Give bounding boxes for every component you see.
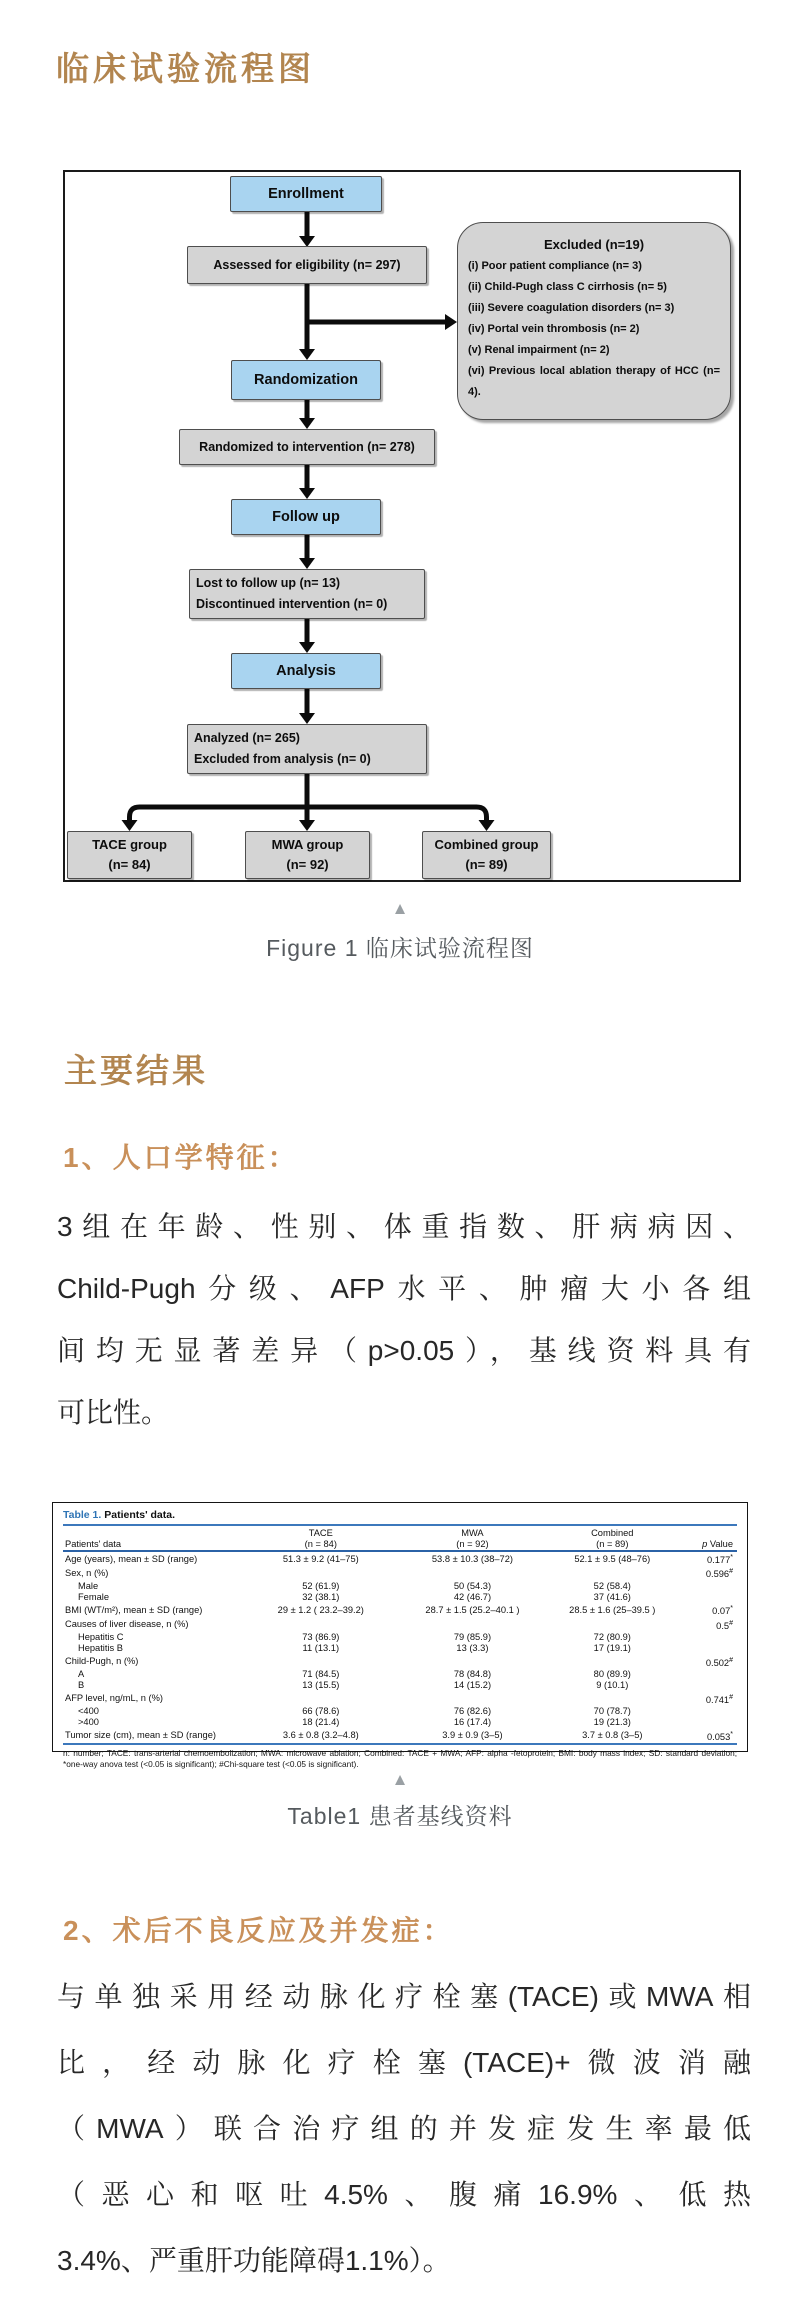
table-row: BMI (WT/m²), mean ± SD (range) 29 ± 1.2 ( 23.2–39.2) 28.7 ± 1.5 (25.2–40.1 ) 28.5 ± 1.6 (25–39.5 ) 0.07* [65, 1604, 733, 1617]
table-row: Age (years), mean ± SD (range) 51.3 ± 9.2 (41–75) 53.8 ± 10.3 (38–72) 52.1 ± 9.5 (48–76) 0.177* [65, 1553, 733, 1566]
excluded-item: (vi) Previous local ablation therapy of HCC (n= 4). [468, 365, 720, 398]
col-header-tace [242, 1526, 400, 1551]
table-row: Causes of liver disease, n (%) 0.5# [65, 1619, 733, 1631]
row-label: A [78, 1669, 85, 1680]
excluded-item: (v) Renal impairment (n= 2) [468, 344, 610, 356]
mwa-line2: (n= 92) [286, 857, 329, 872]
row-label: Age (years), mean ± SD (range) [65, 1553, 198, 1564]
node-excluded [457, 222, 731, 420]
row-label: Causes of liver disease, n (%) [65, 1619, 189, 1630]
up-triangle-icon: ▲ [391, 899, 409, 918]
combined-line1: Combined group [434, 837, 539, 852]
node-randomized: Randomized to intervention (n= 278) [179, 429, 435, 465]
col-header-pvalue [680, 1526, 737, 1551]
row-label: Sex, n (%) [65, 1567, 109, 1578]
analyzed-line2: Excluded from analysis (n= 0) [194, 752, 371, 766]
excluded-item: (iii) Severe coagulation disorders (n= 3) [468, 302, 675, 314]
row-label: Female [78, 1592, 110, 1603]
node-lost-followup [189, 569, 425, 619]
mwa-header-line2: (n = 92) [456, 1538, 489, 1549]
combined-header-line1: Combined [591, 1528, 634, 1538]
paragraph-line: 与单独采用经动脉化疗栓塞(TACE)或MWA相 [57, 1981, 751, 2012]
paragraph-line: 比，经动脉化疗栓塞(TACE)+微波消融 [57, 2047, 751, 2078]
p-italic: p [702, 1538, 708, 1549]
page-title: 临床试验流程图 [56, 52, 315, 88]
paragraph-line: 可比性。 [57, 1397, 170, 1428]
tace-line1: TACE group [92, 837, 167, 852]
paragraph-line: 3组在年龄、性别、体重指数、肝病病因、 [57, 1211, 751, 1242]
table-row: Child-Pugh, n (%) 0.502# [65, 1656, 733, 1668]
lost-line2: Discontinued intervention (n= 0) [196, 597, 388, 611]
section2-paragraph [57, 1964, 751, 2294]
table-title [63, 1509, 737, 1521]
table-title-text: Patients' data. [104, 1509, 176, 1521]
table-row: B 13 (15.5) 14 (15.2) 9 (10.1) [63, 1680, 737, 1691]
table-row: Hepatitis B 11 (13.1) 13 (3.3) 17 (19.1) [63, 1643, 737, 1654]
excluded-item: (iv) Portal vein thrombosis (n= 2) [468, 323, 640, 335]
node-mwa-group [245, 831, 370, 879]
figure-caption: Figure 1 临床试验流程图 [266, 935, 534, 961]
node-analyzed [187, 724, 427, 774]
node-assessed: Assessed for eligibility (n= 297) [187, 246, 427, 284]
row-label: B [78, 1680, 85, 1691]
table-row: AFP level, ng/mL, n (%) 0.741# [65, 1693, 733, 1705]
tace-header-line1: TACE [308, 1528, 333, 1538]
analyzed-line1: Analyzed (n= 265) [194, 731, 300, 745]
table-row: Male 52 (61.9) 50 (54.3) 52 (58.4) [63, 1581, 737, 1592]
node-randomization: Randomization [231, 360, 381, 400]
node-analysis: Analysis [231, 653, 381, 689]
up-triangle-icon: ▲ [391, 1770, 409, 1789]
node-combined-group [422, 831, 551, 879]
table-title-label: Table 1. [63, 1509, 102, 1521]
section1-heading: 1、人口学特征： [63, 1142, 299, 1173]
excluded-title: Excluded (n=19) [543, 237, 645, 252]
table-header [63, 1526, 737, 1551]
paragraph-line: 3.4%、严重肝功能障碍1.1%）。 [57, 2245, 451, 2276]
node-tace-group [67, 831, 192, 879]
table-caption: Table1 患者基线资料 [287, 1803, 513, 1829]
table-row: Sex, n (%) 0.596# [65, 1567, 733, 1580]
row-label: Child-Pugh, n (%) [65, 1656, 139, 1667]
excluded-item: (ii) Child-Pugh class C cirrhosis (n= 5) [468, 281, 667, 293]
p-value-word: Value [709, 1538, 733, 1549]
row-label: AFP level, ng/mL, n (%) [65, 1693, 163, 1704]
col-header-combined [545, 1526, 680, 1551]
section2-heading: 2、术后不良反应及并发症： [63, 1915, 454, 1946]
row-label: Tumor size (cm), mean ± SD (range) [65, 1730, 216, 1741]
table-row: A 71 (84.5) 78 (84.8) 80 (89.9) [63, 1669, 737, 1680]
flowchart-panel [63, 170, 741, 882]
table-row: Tumor size (cm), mean ± SD (range) 3.6 ± 0.8 (3.2–4.8) 3.9 ± 0.9 (3–5) 3.7 ± 0.8 (3–5) 0.053* [65, 1730, 733, 1742]
paragraph-line: Child-Pugh分级、AFP水平、肿瘤大小各组 [57, 1273, 751, 1304]
table-footnote: n: number; TACE: trans-arterial chemoembolization; MWA: microwave ablation; Combined: TACE + MWA; AFP: alpha -fetoprotein; BMI: body mass index; SD: standard deviation; *one-way anova test (<0.05 is significant); #Chi-square test (<0.05 is significant). [63, 1743, 737, 1770]
paragraph-line: （恶心和呕吐4.5%、腹痛16.9%、低热 [57, 2179, 751, 2210]
mwa-header-line1: MWA [461, 1528, 484, 1538]
mwa-line1: MWA group [271, 837, 344, 852]
table-row: <400 66 (78.6) 76 (82.6) 70 (78.7) [63, 1706, 737, 1717]
lost-line1: Lost to follow up (n= 13) [196, 576, 341, 590]
row-label: >400 [78, 1717, 99, 1728]
combined-line2: (n= 89) [465, 857, 508, 872]
excluded-item: (i) Poor patient compliance (n= 3) [468, 260, 642, 272]
patients-data-table [63, 1526, 737, 1743]
table-row: Hepatitis C 73 (86.9) 79 (85.9) 72 (80.9) [63, 1632, 737, 1643]
combined-header-line2: (n = 89) [596, 1538, 629, 1549]
paragraph-line: （MWA）联合治疗组的并发症发生率最低 [57, 2113, 751, 2144]
table-row: >400 18 (21.4) 16 (17.4) 19 (21.3) [63, 1717, 737, 1728]
col-header-label: Patients' data [65, 1538, 122, 1549]
row-label: Male [78, 1580, 99, 1591]
node-enrollment: Enrollment [230, 176, 382, 212]
table-panel [52, 1502, 748, 1769]
row-label: Hepatitis B [78, 1643, 123, 1654]
section1-paragraph [57, 1196, 751, 1444]
main-results-title: 主要结果 [64, 1054, 208, 1090]
tace-line2: (n= 84) [108, 857, 151, 872]
table-row: Female 32 (38.1) 42 (46.7) 37 (41.6) [63, 1592, 737, 1603]
row-label: BMI (WT/m²), mean ± SD (range) [65, 1604, 203, 1615]
node-followup: Follow up [231, 499, 381, 535]
paragraph-line: 间均无显著差异（p>0.05），基线资料具有 [57, 1335, 751, 1366]
tace-header-line2: (n = 84) [304, 1538, 337, 1549]
col-header-mwa [400, 1526, 545, 1551]
row-label: Hepatitis C [78, 1632, 124, 1643]
row-label: <400 [78, 1706, 99, 1717]
